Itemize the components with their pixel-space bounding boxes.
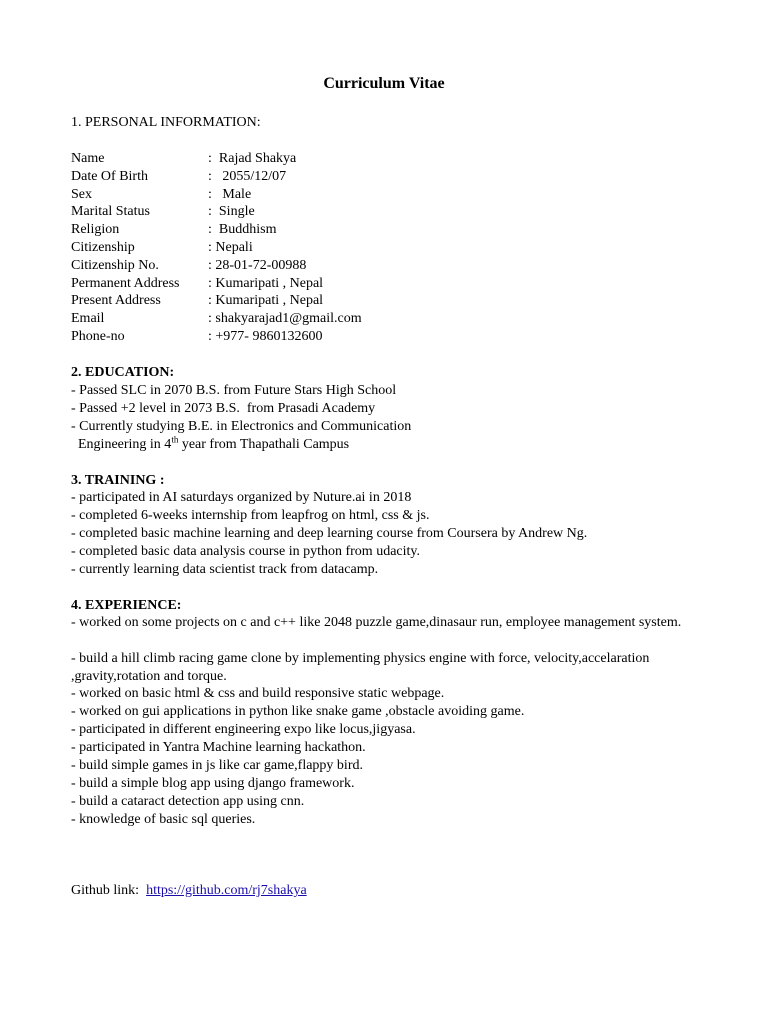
personal-info-row [71, 257, 691, 275]
training-item: - currently learning data scientist track from datacamp. [71, 562, 379, 577]
personal-info-label: Sex [71, 186, 92, 202]
experience-item: - worked on gui applications in python like snake game ,obstacle avoiding game. [71, 704, 525, 719]
experience-heading: 4. EXPERIENCE: [71, 598, 182, 613]
personal-info-label: Religion [71, 222, 120, 238]
experience-item: - participated in Yantra Machine learning hackathon. [71, 740, 366, 755]
github-line [71, 882, 307, 900]
experience-item: - worked on some projects on c and c++ like 2048 puzzle game,dinasaur run, employee management system. [71, 615, 682, 630]
personal-info-row [71, 221, 691, 239]
personal-info-value: : 28-01-72-00988 [208, 257, 307, 273]
personal-info-label: Phone-no [71, 329, 125, 344]
experience-item: - build a hill climb racing game clone by implementing physics engine with force, velocity,accelaration ,gravity,rotation and torque. [71, 651, 650, 684]
personal-info-label: Email [71, 311, 105, 327]
education-cont-sup: th [171, 434, 179, 445]
personal-info-label: Date Of Birth [71, 168, 148, 184]
page-title: Curriculum Vitae [323, 75, 445, 92]
personal-info-value: : Nepali [208, 240, 253, 255]
education-item: - Passed +2 level in 2073 B.S. from Prasadi Academy [71, 401, 376, 416]
personal-info-value: : Rajad Shakya [208, 151, 297, 166]
experience-item: - build simple games in js like car game,flappy bird. [71, 758, 363, 773]
personal-info-row [71, 186, 691, 204]
training-item: - completed 6-weeks internship from leapfrog on html, css & js. [71, 508, 430, 523]
personal-info-label: Marital Status [71, 204, 150, 220]
personal-info-row [71, 310, 691, 328]
experience-item: - participated in different engineering expo like locus,jigyasa. [71, 722, 416, 737]
education-item: - Passed SLC in 2070 B.S. from Future Stars High School [71, 383, 397, 398]
personal-info-label: Citizenship No. [71, 257, 159, 273]
github-link[interactable]: https://github.com/rj7shakya [146, 883, 307, 898]
personal-info-value: : 2055/12/07 [208, 168, 287, 184]
education-heading: 2. EDUCATION: [71, 365, 175, 380]
education-cont-pre: Engineering in 4 [71, 437, 172, 452]
personal-info-value: : Buddhism [208, 222, 277, 238]
personal-info-value: : Single [208, 204, 255, 220]
training-heading: 3. TRAINING : [71, 473, 165, 488]
personal-info-row [71, 275, 691, 293]
personal-info-value: : +977- 9860132600 [208, 329, 323, 344]
training-item: - completed basic machine learning and deep learning course from Coursera by Andrew Ng. [71, 526, 588, 541]
personal-info-row [71, 203, 691, 221]
experience-item: - worked on basic html & css and build responsive static webpage. [71, 686, 445, 701]
personal-info-row [71, 292, 691, 310]
personal-info-row [71, 328, 691, 346]
experience-item: - build a simple blog app using django framework. [71, 776, 355, 791]
personal-info-value: : shakyarajad1@gmail.com [208, 311, 362, 327]
experience-item: - build a cataract detection app using cnn. [71, 794, 305, 809]
github-label: Github link: [71, 883, 147, 898]
personal-info-row [71, 239, 691, 257]
personal-info-label: Permanent Address [71, 275, 180, 291]
personal-info-value: : Kumaripati , Nepal [208, 293, 324, 309]
personal-info-value: : Male [208, 186, 252, 202]
personal-info-label: Citizenship [71, 240, 135, 255]
personal-info-label: Name [71, 151, 105, 166]
personal-info-value: : Kumaripati , Nepal [208, 275, 324, 291]
training-item: - completed basic data analysis course in python from udacity. [71, 544, 420, 559]
education-cont-post: year from Thapathali Campus [178, 437, 350, 452]
personal-info-row [71, 150, 691, 168]
experience-item: - knowledge of basic sql queries. [71, 812, 256, 827]
personal-info-heading: 1. PERSONAL INFORMATION: [71, 115, 261, 130]
education-item: - Currently studying B.E. in Electronics and Communication [71, 419, 412, 434]
training-item: - participated in AI saturdays organized by Nuture.ai in 2018 [71, 490, 412, 505]
personal-info-label: Present Address [71, 293, 161, 309]
personal-info-row [71, 168, 691, 186]
education-item-continued [71, 436, 349, 454]
